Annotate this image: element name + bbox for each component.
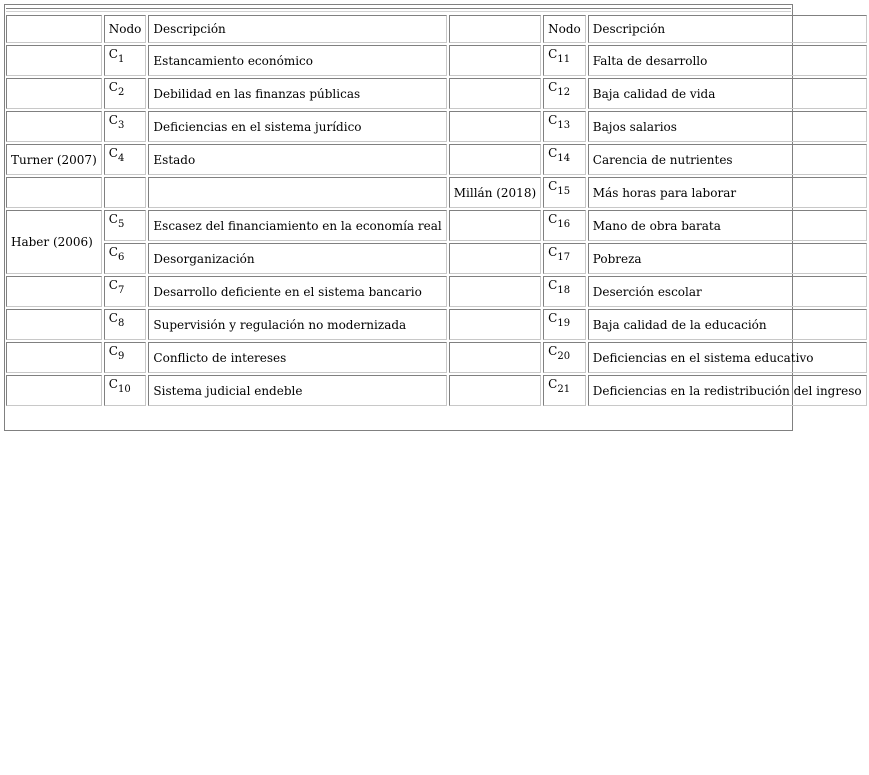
node-cell: $C_5$ bbox=[104, 210, 147, 241]
description-cell: Desorganización bbox=[148, 243, 446, 274]
node-cell: $C_{15}$ bbox=[543, 177, 586, 208]
node-cell: $C_{11}$ bbox=[543, 45, 586, 76]
table-row bbox=[6, 45, 867, 76]
author-cell bbox=[6, 309, 102, 340]
node-cell: $C_{17}$ bbox=[543, 243, 586, 274]
node-cell: $C_{16}$ bbox=[543, 210, 586, 241]
author-cell bbox=[6, 45, 102, 76]
node-cell: $C_{14}$ bbox=[543, 144, 586, 175]
author-cell bbox=[6, 111, 102, 142]
nodes-table bbox=[4, 13, 869, 408]
node-cell: $C_{21}$ bbox=[543, 375, 586, 406]
node-cell bbox=[104, 177, 147, 208]
description-cell: Conflicto de intereses bbox=[148, 342, 446, 373]
author-cell bbox=[449, 243, 541, 274]
description-cell: Deficiencias en el sistema educativo bbox=[588, 342, 867, 373]
node-cell: $C_8$ bbox=[104, 309, 147, 340]
description-cell bbox=[148, 177, 446, 208]
author-cell bbox=[449, 15, 541, 43]
author-cell bbox=[6, 276, 102, 307]
description-cell: Baja calidad de la educación bbox=[588, 309, 867, 340]
node-cell: $C_{20}$ bbox=[543, 342, 586, 373]
author-millan: Millán (2018) bbox=[449, 177, 541, 208]
table-row bbox=[6, 375, 867, 406]
node-cell: $C_9$ bbox=[104, 342, 147, 373]
description-cell: Deserción escolar bbox=[588, 276, 867, 307]
description-cell: Supervisión y regulación no modernizada bbox=[148, 309, 446, 340]
description-cell: Deficiencias en el sistema jurídico bbox=[148, 111, 446, 142]
author-cell bbox=[449, 78, 541, 109]
author-cell bbox=[449, 210, 541, 241]
node-cell: $C_7$ bbox=[104, 276, 147, 307]
description-cell: Escasez del financiamiento en la economía real bbox=[148, 210, 446, 241]
header-node-right: Nodo bbox=[543, 15, 586, 43]
table-row bbox=[6, 210, 867, 241]
table-row bbox=[6, 276, 867, 307]
table-row bbox=[6, 309, 867, 340]
description-cell: Bajos salarios bbox=[588, 111, 867, 142]
description-cell: Falta de desarrollo bbox=[588, 45, 867, 76]
author-cell bbox=[449, 144, 541, 175]
author-turner: Turner (2007) bbox=[6, 144, 102, 175]
node-cell: $C_{18}$ bbox=[543, 276, 586, 307]
table-row bbox=[6, 243, 867, 274]
table-row bbox=[6, 342, 867, 373]
node-cell: $C_2$ bbox=[104, 78, 147, 109]
table-row bbox=[6, 78, 867, 109]
author-cell bbox=[6, 177, 102, 208]
node-cell: $C_{13}$ bbox=[543, 111, 586, 142]
table-row bbox=[6, 144, 867, 175]
author-cell bbox=[449, 111, 541, 142]
table-row bbox=[6, 111, 867, 142]
description-cell: Deficiencias en la redistribución del ingreso bbox=[588, 375, 867, 406]
author-haber: Haber (2006) bbox=[6, 210, 102, 274]
author-cell bbox=[449, 342, 541, 373]
author-cell bbox=[449, 375, 541, 406]
node-cell: $C_{19}$ bbox=[543, 309, 586, 340]
description-cell: Estancamiento económico bbox=[148, 45, 446, 76]
author-cell bbox=[449, 45, 541, 76]
header-description-left: Descripción bbox=[148, 15, 446, 43]
description-cell: Carencia de nutrientes bbox=[588, 144, 867, 175]
author-cell bbox=[6, 15, 102, 43]
header-row bbox=[6, 15, 867, 43]
caption-bar bbox=[6, 8, 791, 12]
node-cell: $C_1$ bbox=[104, 45, 147, 76]
author-cell bbox=[449, 309, 541, 340]
author-cell bbox=[6, 342, 102, 373]
description-cell: Debilidad en las finanzas públicas bbox=[148, 78, 446, 109]
node-cell: $C_3$ bbox=[104, 111, 147, 142]
node-cell: $C_{10}$ bbox=[104, 375, 147, 406]
header-node-left: Nodo bbox=[104, 15, 147, 43]
description-cell: Estado bbox=[148, 144, 446, 175]
description-cell: Sistema judicial endeble bbox=[148, 375, 446, 406]
author-cell bbox=[6, 375, 102, 406]
author-cell bbox=[449, 276, 541, 307]
table-row bbox=[6, 177, 867, 208]
description-cell: Desarrollo deficiente en el sistema bancario bbox=[148, 276, 446, 307]
node-cell: $C_6$ bbox=[104, 243, 147, 274]
description-cell: Más horas para laborar bbox=[588, 177, 867, 208]
description-cell: Mano de obra barata bbox=[588, 210, 867, 241]
header-description-right: Descripción bbox=[588, 15, 867, 43]
node-cell: $C_4$ bbox=[104, 144, 147, 175]
node-cell: $C_{12}$ bbox=[543, 78, 586, 109]
author-cell bbox=[6, 78, 102, 109]
description-cell: Baja calidad de vida bbox=[588, 78, 867, 109]
description-cell: Pobreza bbox=[588, 243, 867, 274]
